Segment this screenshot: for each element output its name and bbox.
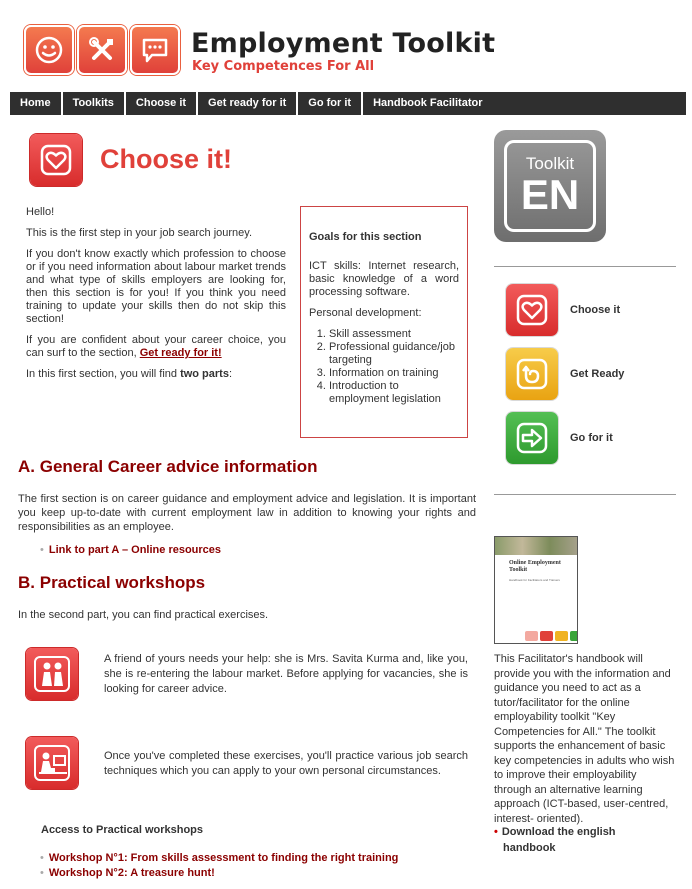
intro-text — [26, 206, 286, 389]
sidebar-item-label: Choose it — [570, 304, 621, 316]
part-a-link[interactable]: • Link to part A – Online resources — [40, 544, 221, 556]
workshop1-link[interactable]: • Workshop N°1: From skills assessment to finding the right training — [40, 852, 398, 864]
handbook-cover-title: Online Employment Toolkit — [509, 560, 561, 573]
goals-list — [309, 328, 459, 406]
workshop2-link[interactable]: • Workshop N°2: A treasure hunt! — [40, 867, 215, 879]
intro-p2: This is the first step in your job search journey. — [26, 227, 253, 239]
sidebar-item-get-ready[interactable] — [506, 348, 624, 400]
intro-p5-text: In this first section, you will find — [26, 368, 181, 380]
goals-personal: Personal development: — [309, 307, 422, 319]
sidebar-item-go-for-it[interactable] — [506, 412, 613, 464]
goals-ict: ICT skills: Internet research, basic knowledge of a word processing software. — [309, 260, 459, 298]
nav-toolkits[interactable]: Toolkits — [63, 92, 126, 115]
download-handbook-link[interactable] — [494, 824, 616, 856]
bullet-icon: • — [494, 826, 498, 838]
section-a-title: General Career advice information — [39, 457, 318, 476]
handbook-cover-image[interactable] — [494, 536, 578, 644]
goals-item: 1. Skill assessment — [329, 328, 459, 341]
intro-p4 — [26, 334, 286, 360]
handbook-cover-subtitle: Handbook for Facilitators and Trainers — [509, 578, 560, 582]
toolkit-badge-word: Toolkit — [525, 154, 575, 173]
site-title: Employment Toolkit — [191, 28, 496, 59]
download-link-line1: Download the english — [501, 826, 616, 838]
nav-go-for-it[interactable]: Go for it — [298, 92, 363, 115]
site-subtitle: Key Competences For All — [192, 59, 375, 74]
heart-check-icon — [30, 134, 82, 186]
chat-icon — [130, 25, 180, 75]
section-b-text: In the second part, you can find practical exercises. — [18, 609, 269, 621]
page-title: Choose it! — [100, 144, 232, 174]
nav-home[interactable]: Home — [10, 92, 63, 115]
handbook-cover-icons — [525, 631, 578, 641]
sidebar-divider — [494, 266, 676, 267]
nav-get-ready[interactable]: Get ready for it — [198, 92, 298, 115]
section-b-title: Practical workshops — [39, 573, 206, 592]
tools-icon — [77, 25, 127, 75]
goals-title: Goals for this section — [309, 231, 422, 243]
sidebar-item-label: Go for it — [570, 432, 613, 444]
goals-box — [300, 206, 468, 438]
goals-item: 3. Information on training — [329, 367, 459, 380]
toolkit-badge-lang: EN — [520, 171, 580, 218]
section-a-text: The first section is on career guidance and employment advice and legislation. It is important you keep up-to-date with current employment law in addition to knowing your rights and responsibilities as an employee. — [18, 493, 476, 533]
toolkit-badge-frame — [504, 140, 596, 232]
workshop-computer-icon — [26, 737, 78, 789]
section-a-heading — [18, 457, 318, 477]
intro-p5 — [26, 368, 286, 381]
nav-choose-it[interactable]: Choose it — [126, 92, 198, 115]
handbook-description: This Facilitator's handbook will provide you with the information and guidance you need to act as a tutor/facilitator for the online employability toolkit "Key Competencies for All." The toolkit supports the enhancement of basic key competencies in adults who wish to improve their employability through an alternative learning approach (ICT-based, user-centred, interest- oriented). — [494, 653, 675, 825]
download-link-line2: handbook — [503, 842, 556, 854]
toolkit-en-badge[interactable] — [494, 130, 606, 242]
section-a-letter: A. — [18, 457, 35, 476]
section-b-heading — [18, 573, 205, 593]
intro-p1: Hello! — [26, 206, 55, 218]
access-workshops-title: Access to Practical workshops — [41, 824, 204, 836]
section-b-letter: B. — [18, 573, 35, 592]
goals-item: 4. Introduction to employment legislation — [329, 380, 459, 406]
intro-p5-suffix: : — [228, 368, 233, 380]
smiley-icon — [24, 25, 74, 75]
workshop1-text: A friend of yours needs your help: she is Mrs. Savita Kurma and, like you, she is re-entering the labour market. Before applying for vacancies, she is looking for career advice. — [104, 653, 468, 695]
intro-p5-bold: two parts — [180, 368, 229, 380]
get-ready-link[interactable]: Get ready for it! — [139, 347, 222, 359]
arrow-right-icon — [506, 412, 558, 464]
sidebar-divider — [494, 494, 676, 495]
sidebar-item-label: Get Ready — [570, 368, 625, 380]
site-header — [10, 12, 686, 87]
intro-p3: If you don't know exactly which profession to choose or if you need information about labour market trends and what type of skills employers are looking for, then this section is for you! If you think you need training to update your skills then do not skip this section! — [26, 248, 286, 325]
hook-icon — [506, 348, 558, 400]
workshop2-text: Once you've completed these exercises, you'll practice various job search techniques which you can apply to your own personal circumstances. — [104, 750, 468, 777]
heart-check-icon — [506, 284, 558, 336]
sidebar-item-choose-it[interactable] — [506, 284, 620, 336]
workshop-people-icon — [26, 648, 78, 700]
main-nav — [10, 92, 686, 115]
nav-handbook-facilitator[interactable]: Handbook Facilitator — [373, 97, 483, 109]
intro-p4-text: If you are confident about your career choice, you can surf to the section, — [26, 334, 286, 359]
handbook-cover-photo — [495, 537, 577, 555]
logo-tiles — [24, 25, 180, 75]
goals-item: 2. Professional guidance/job targeting — [329, 341, 459, 367]
